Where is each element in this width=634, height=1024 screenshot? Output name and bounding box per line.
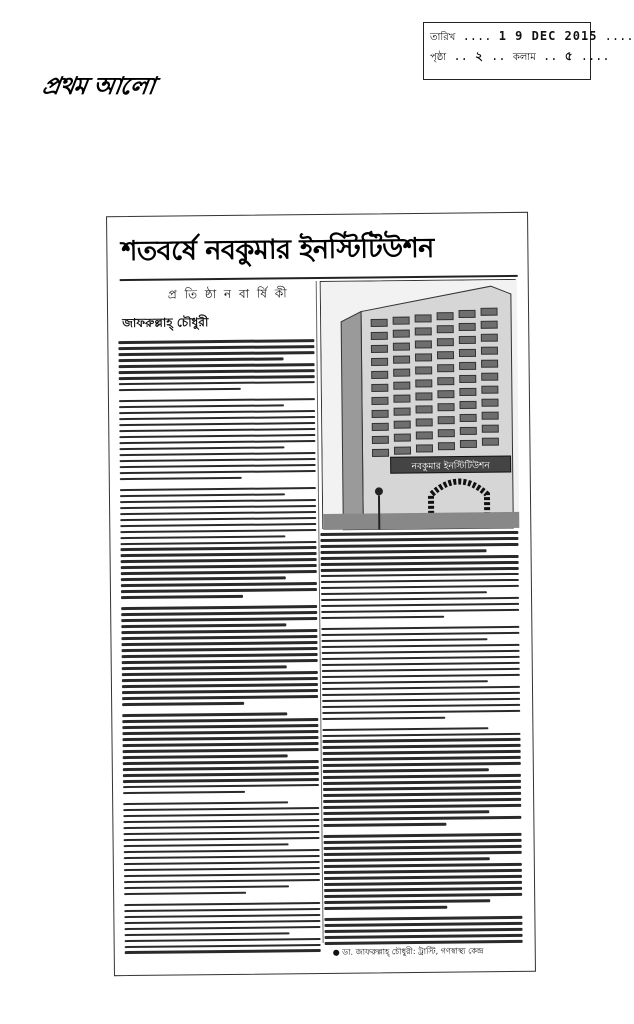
body-text-line [323, 792, 521, 797]
body-text-line [121, 595, 243, 599]
body-text-line [123, 772, 319, 777]
body-text-line [119, 375, 315, 380]
left-text-block [118, 339, 320, 954]
body-text-line [324, 881, 522, 886]
body-text-line [323, 798, 521, 803]
building-window [394, 447, 410, 454]
newspaper-logo: প্রথম আলো [40, 72, 156, 100]
body-text-line [321, 549, 487, 553]
newspaper-clipping [106, 212, 536, 976]
body-text-line [124, 891, 246, 895]
body-text-line [124, 843, 289, 847]
body-text-line [321, 609, 519, 614]
building-window [371, 345, 387, 352]
body-text-line [323, 804, 521, 809]
body-text-line [321, 567, 519, 572]
body-text-line [123, 807, 319, 812]
building-window [394, 434, 410, 441]
stamp-date-row: তারিখ .... 1 9 DEC 2015 .... [430, 29, 634, 43]
body-text-line [118, 339, 314, 344]
building-window [482, 438, 498, 445]
body-text-line [122, 647, 318, 652]
body-text-line [120, 505, 316, 510]
body-text-line [325, 928, 523, 933]
body-text-line [123, 791, 245, 795]
body-text-line [125, 944, 321, 949]
body-text-line [322, 703, 520, 708]
body-text-line [321, 585, 519, 590]
building-window [394, 408, 410, 415]
body-text-line [323, 823, 446, 827]
building-window [372, 384, 388, 391]
body-text-line [321, 573, 519, 578]
building-window [372, 423, 388, 430]
body-text-line [124, 885, 289, 889]
body-text-line [122, 736, 318, 741]
building-window [438, 404, 454, 411]
body-text-line [321, 591, 487, 595]
body-text-line [123, 784, 319, 789]
body-text-line [123, 825, 319, 830]
body-text-line [320, 543, 518, 548]
building-window [460, 427, 476, 434]
body-text-line [120, 452, 316, 457]
building-window [394, 395, 410, 402]
building-window [393, 317, 409, 324]
body-text-line [119, 428, 315, 433]
body-text-line [321, 615, 444, 619]
building-window [482, 360, 498, 367]
body-text-line [120, 529, 316, 534]
body-text-line [323, 816, 521, 821]
body-text-line [121, 564, 317, 569]
building-window [372, 410, 388, 417]
body-text-line [122, 730, 318, 735]
photo-sign-text: নবকুমার ইনস্টিটিউশন [411, 461, 490, 473]
body-text-line [320, 531, 518, 536]
body-text-line [122, 695, 318, 700]
building-window [482, 386, 498, 393]
body-text-line [322, 668, 520, 673]
body-text-line [324, 887, 522, 892]
body-text-line [322, 732, 520, 737]
building-window [416, 419, 432, 426]
body-text-line [119, 422, 315, 427]
building-window [372, 449, 388, 456]
body-text-line [322, 656, 520, 661]
body-text-line [320, 537, 518, 542]
body-text-line [323, 750, 521, 755]
stamp-column-label: কলাম [512, 52, 536, 63]
body-text-line [124, 879, 320, 884]
building-window [393, 330, 409, 337]
body-text-line [120, 493, 285, 497]
body-text-line [125, 932, 290, 936]
body-text-line [123, 813, 319, 818]
body-text-line [324, 839, 522, 844]
body-text-line [322, 692, 520, 697]
body-text-line [124, 873, 320, 878]
body-text-line [122, 653, 318, 658]
body-text-line [324, 906, 447, 910]
body-text-line [120, 499, 316, 504]
building-window [394, 421, 410, 428]
body-text-line [119, 440, 315, 445]
building-window [459, 349, 475, 356]
building-window [482, 373, 498, 380]
author-credit: ● ডা. জাফরুল্লাহ্ চৌধুরী: ট্রাস্টি, গণস্বাস্থ্য কেন্দ্র [332, 946, 484, 957]
body-text-line [323, 786, 521, 791]
building-window [416, 393, 432, 400]
body-text-line [124, 908, 320, 913]
body-text-line [120, 535, 285, 539]
building-window [415, 341, 431, 348]
body-text-line [122, 666, 287, 670]
body-text-line [121, 570, 317, 575]
building-window [460, 388, 476, 395]
building-window [393, 343, 409, 350]
body-text-line [322, 716, 445, 720]
building-photo [320, 279, 519, 529]
body-text-line [321, 597, 519, 602]
body-text-line [119, 363, 315, 368]
building-window [372, 436, 388, 443]
building-window [416, 367, 432, 374]
body-text-line [121, 577, 286, 581]
body-text-line [121, 635, 317, 640]
building-window [481, 334, 497, 341]
building-window [438, 391, 454, 398]
body-text-line [120, 541, 316, 546]
building-window [371, 319, 387, 326]
body-text-line [323, 744, 521, 749]
body-text-line [123, 748, 319, 753]
building-window [372, 397, 388, 404]
building-window [416, 432, 432, 439]
building-window [415, 354, 431, 361]
body-text-line [124, 867, 320, 872]
body-text-line [121, 624, 286, 628]
body-text-line [120, 464, 316, 469]
body-text-line [119, 410, 315, 415]
body-text-line [123, 760, 319, 765]
body-text-line [321, 555, 519, 560]
body-text-line [323, 811, 489, 815]
article-headline: শতবর্ষে নবকুমার ইনস্টিটিউশন [121, 232, 435, 268]
building-window [415, 315, 431, 322]
building-window [394, 382, 410, 389]
body-text-line [121, 553, 317, 558]
article-column-right [320, 531, 522, 939]
body-text-line [118, 351, 314, 356]
body-text-line [122, 683, 318, 688]
body-text-line [119, 416, 315, 421]
building-window [460, 401, 476, 408]
body-text-line [325, 940, 523, 945]
building-window [438, 378, 454, 385]
body-text-line [323, 756, 521, 761]
body-text-line [322, 709, 520, 714]
date-stamp [423, 22, 634, 80]
body-text-line [322, 697, 520, 702]
body-text-line [122, 718, 318, 723]
body-text-line [124, 920, 320, 925]
stamp-page-label: পৃষ্ঠা [430, 52, 447, 63]
body-text-line [324, 893, 522, 898]
body-text-line [122, 689, 318, 694]
body-text-line [123, 766, 319, 771]
body-text-line [123, 831, 319, 836]
building-window [372, 358, 388, 365]
body-text-line [324, 869, 522, 874]
building-window [394, 356, 410, 363]
building-window [416, 406, 432, 413]
body-text-line [322, 644, 520, 649]
body-text-line [123, 778, 319, 783]
body-text-line [119, 404, 284, 408]
building-window [482, 412, 498, 419]
stamp-page-row: পৃষ্ঠা .. ২ .. কলাম .. ৫ .... [430, 49, 610, 63]
building-window [482, 399, 498, 406]
body-text-line [124, 914, 320, 919]
building-window [482, 425, 498, 432]
body-text-line [321, 632, 519, 637]
body-text-line [119, 381, 315, 386]
building-window [438, 417, 454, 424]
body-text-line [324, 851, 522, 856]
building-window [481, 321, 497, 328]
building-window [371, 332, 387, 339]
body-text-line [120, 523, 316, 528]
body-text-line [325, 934, 523, 939]
body-text-line [323, 769, 489, 773]
body-text-line [120, 476, 242, 480]
body-text-line [121, 617, 317, 622]
body-text-line [322, 674, 520, 679]
stamp-date-value: 1 9 DEC 2015 [498, 29, 598, 43]
body-text-line [323, 780, 521, 785]
body-text-line [323, 762, 521, 767]
body-text-line [119, 434, 315, 439]
building-window [459, 323, 475, 330]
article-kicker: প্র তি ষ্ঠা ন বা র্ষি কী [167, 286, 289, 302]
body-text-line [323, 738, 521, 743]
building-window [481, 347, 497, 354]
body-text-line [119, 357, 284, 361]
body-text-line [123, 754, 288, 758]
body-text-line [324, 863, 522, 868]
body-text-line [322, 686, 520, 691]
body-text-line [322, 650, 520, 655]
stamp-column-value: ৫ [564, 49, 574, 63]
body-text-line [120, 470, 316, 475]
body-text-line [324, 899, 490, 903]
body-text-line [321, 638, 487, 642]
body-text-line [122, 702, 244, 706]
body-text-line [119, 446, 284, 450]
article-byline: জাফরুল্লাহ্ চৌধুরী [122, 315, 209, 331]
body-text-line [121, 629, 317, 634]
body-text-line [123, 801, 288, 805]
building-window [460, 414, 476, 421]
body-text-line [124, 855, 320, 860]
building-window [372, 371, 388, 378]
body-text-line [321, 603, 519, 608]
body-text-line [122, 659, 318, 664]
body-text-line [123, 742, 319, 747]
body-text-line [323, 774, 521, 779]
stamp-date-label: তারিখ [430, 32, 456, 43]
body-text-line [122, 677, 318, 682]
building-window [460, 362, 476, 369]
body-text-line [125, 938, 321, 943]
body-text-line [122, 671, 318, 676]
building-window [394, 369, 410, 376]
body-text-line [121, 611, 317, 616]
building-window [416, 380, 432, 387]
body-text-line [118, 345, 314, 350]
body-text-line [124, 837, 320, 842]
body-text-line [123, 819, 319, 824]
body-text-line [120, 517, 316, 522]
right-text-block [320, 531, 522, 945]
body-text-line [324, 922, 522, 927]
building-window [460, 440, 476, 447]
body-text-line [119, 388, 241, 392]
building-window [415, 328, 431, 335]
body-text-line [120, 458, 316, 463]
building-window [438, 443, 454, 450]
body-text-line [321, 579, 519, 584]
body-text-line [124, 849, 320, 854]
body-text-line [119, 369, 315, 374]
body-text-line [122, 724, 318, 729]
body-text-line [125, 950, 321, 955]
body-text-line [121, 558, 317, 563]
building-illustration [321, 280, 520, 530]
building-window [459, 336, 475, 343]
body-text-line [121, 582, 317, 587]
body-text-line [321, 561, 519, 566]
building-window [437, 339, 453, 346]
body-text-line [122, 712, 287, 716]
body-text-line [121, 547, 317, 552]
body-text-line [324, 845, 522, 850]
body-text-line [124, 926, 320, 931]
body-text-line [122, 641, 318, 646]
article-column-left [118, 339, 320, 945]
building-window [459, 310, 475, 317]
building-window [416, 445, 432, 452]
body-text-line [121, 588, 317, 593]
building-window [438, 365, 454, 372]
stamp-page-value: ২ [475, 49, 484, 63]
body-text-line [120, 511, 316, 516]
body-text-line [322, 662, 520, 667]
building-window [481, 308, 497, 315]
building-window [437, 326, 453, 333]
building-window [460, 375, 476, 382]
body-text-line [124, 861, 320, 866]
building-window [437, 352, 453, 359]
body-text-line [322, 680, 488, 684]
body-text-line [324, 857, 490, 861]
building-window [437, 313, 453, 320]
building-window [438, 430, 454, 437]
body-text-line [324, 875, 522, 880]
